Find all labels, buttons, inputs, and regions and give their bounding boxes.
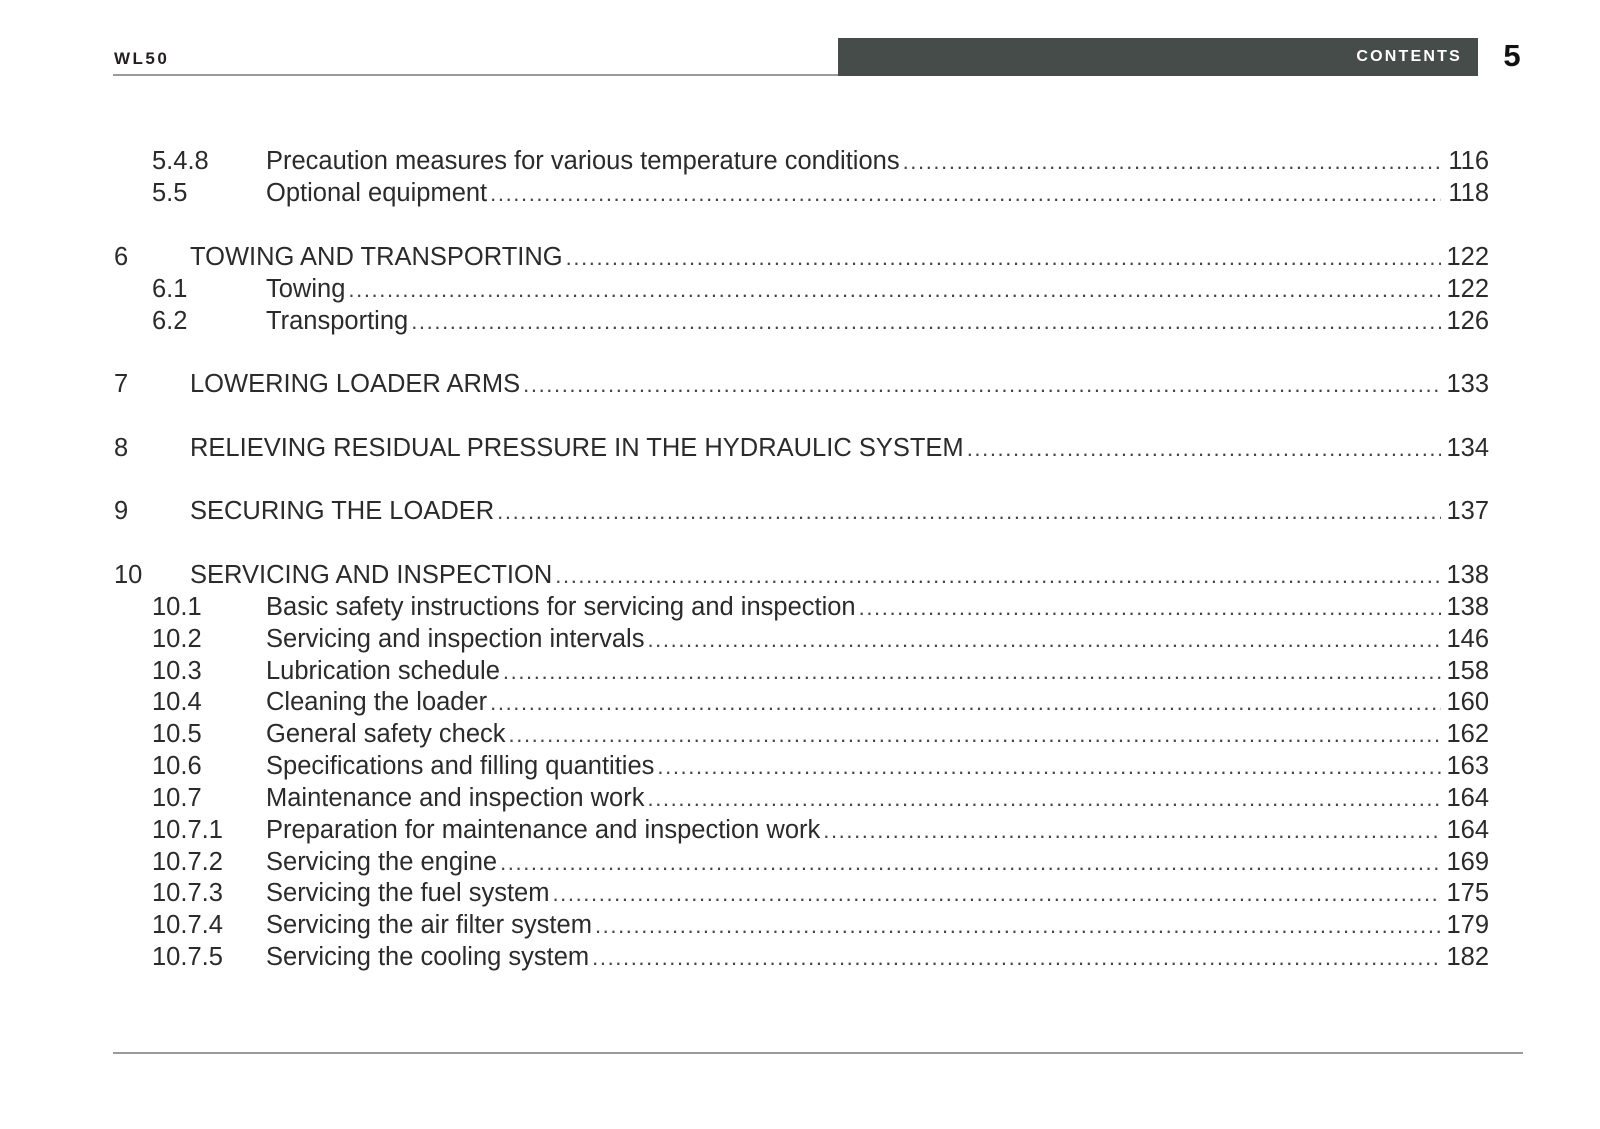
toc-entry-number: 5.5 [152, 179, 188, 207]
dot-leader [859, 592, 1441, 624]
toc-entry[interactable] [0, 909, 1600, 941]
toc-entry[interactable] [0, 877, 1600, 909]
toc-entry-title: Servicing the air filter system [266, 911, 592, 939]
toc-entry-number: 10.2 [152, 625, 202, 653]
toc-entry[interactable] [0, 623, 1600, 655]
toc-entry[interactable] [0, 846, 1600, 878]
dot-leader [823, 815, 1441, 847]
toc-entry[interactable] [0, 814, 1600, 846]
page-number: 5 [1503, 38, 1521, 73]
toc-entry-number: 10.7.5 [152, 943, 223, 971]
dot-leader [490, 687, 1441, 719]
toc-entry[interactable] [0, 718, 1600, 750]
toc-chapter[interactable] [0, 495, 1600, 527]
dot-leader [490, 178, 1441, 210]
toc-entry-page: 138 [1446, 561, 1489, 589]
dot-leader [592, 942, 1441, 974]
toc-entry-page: 175 [1446, 879, 1489, 907]
toc-entry-page: 162 [1446, 720, 1489, 748]
toc-entry-page: 138 [1446, 593, 1489, 621]
dot-leader [903, 146, 1441, 178]
toc-entry-number: 10 [114, 561, 143, 589]
toc-entry-title: Precaution measures for various temperature conditions [266, 147, 900, 175]
toc-entry-page: 122 [1446, 243, 1489, 271]
toc-entry-title: TOWING AND TRANSPORTING [190, 243, 563, 271]
toc-entry-page: 126 [1446, 307, 1489, 335]
toc-entry-page: 158 [1446, 657, 1489, 685]
toc-entry-page: 182 [1446, 943, 1489, 971]
dot-leader [348, 274, 1441, 306]
toc-entry[interactable] [0, 782, 1600, 814]
toc-entry-title: RELIEVING RESIDUAL PRESSURE IN THE HYDRAULIC SYSTEM [190, 434, 964, 462]
dot-leader [523, 369, 1441, 401]
toc-entry-number: 10.7.4 [152, 911, 223, 939]
toc-chapter[interactable] [0, 241, 1600, 273]
toc-entry[interactable] [0, 941, 1600, 973]
toc-entry-title: Optional equipment [266, 179, 488, 207]
dot-leader [509, 719, 1441, 751]
dot-leader [647, 783, 1441, 815]
dot-leader [500, 847, 1441, 879]
toc-entry-page: 160 [1446, 688, 1489, 716]
toc-entry-title: LOWERING LOADER ARMS [190, 370, 521, 398]
toc-entry-number: 6.1 [152, 275, 188, 303]
toc-entry-title: Towing [266, 275, 346, 303]
toc-entry[interactable] [0, 750, 1600, 782]
toc-entry[interactable] [0, 591, 1600, 623]
toc-entry-title: Transporting [266, 307, 409, 335]
toc-entry-number: 10.1 [152, 593, 202, 621]
toc-entry-page: 137 [1446, 497, 1489, 525]
toc-entry-number: 10.3 [152, 657, 202, 685]
toc-entry-number: 10.7 [152, 784, 202, 812]
section-header-bar [838, 38, 1478, 76]
dot-leader [497, 496, 1441, 528]
dot-leader [595, 910, 1441, 942]
toc-entry-number: 10.6 [152, 752, 202, 780]
toc-entry-title: General safety check [266, 720, 506, 748]
toc-chapter[interactable] [0, 368, 1600, 400]
toc-entry-page: 133 [1446, 370, 1489, 398]
header-divider [113, 74, 840, 76]
toc-entry[interactable] [0, 145, 1600, 177]
toc-entry-title: Servicing the engine [266, 848, 498, 876]
dot-leader [411, 306, 1441, 338]
toc-entry-title: Basic safety instructions for servicing and inspection [266, 593, 856, 621]
dot-leader [657, 751, 1441, 783]
toc-entry-page: 179 [1446, 911, 1489, 939]
toc-entry-number: 10.7.3 [152, 879, 223, 907]
toc-entry-page: 164 [1446, 784, 1489, 812]
toc-entry-page: 169 [1446, 848, 1489, 876]
toc-entry-page: 134 [1446, 434, 1489, 462]
toc-entry-number: 10.4 [152, 688, 202, 716]
dot-leader [566, 242, 1441, 274]
document-title: WL50 [114, 49, 170, 68]
toc-entry-title: Servicing the cooling system [266, 943, 590, 971]
toc-entry-page: 146 [1446, 625, 1489, 653]
toc-entry-title: SECURING THE LOADER [190, 497, 495, 525]
dot-leader [967, 433, 1441, 465]
toc-entry-title: Cleaning the loader [266, 688, 488, 716]
toc-entry-title: Preparation for maintenance and inspection work [266, 816, 821, 844]
toc-entry-title: Servicing and inspection intervals [266, 625, 645, 653]
toc-entry-title: Lubrication schedule [266, 657, 500, 685]
toc-entry-title: Maintenance and inspection work [266, 784, 645, 812]
toc-entry-number: 8 [114, 434, 129, 462]
dot-leader [555, 560, 1441, 592]
dot-leader [552, 878, 1441, 910]
toc-entry-number: 10.5 [152, 720, 202, 748]
dot-leader [647, 624, 1441, 656]
toc-entry-title: SERVICING AND INSPECTION [190, 561, 553, 589]
toc-entry-number: 5.4.8 [152, 147, 209, 175]
toc-entry-page: 163 [1446, 752, 1489, 780]
toc-entry-page: 164 [1446, 816, 1489, 844]
toc-entry[interactable] [0, 305, 1600, 337]
toc-entry[interactable] [0, 273, 1600, 305]
toc-entry-title: Specifications and filling quantities [266, 752, 655, 780]
toc-entry[interactable] [0, 177, 1600, 209]
toc-entry[interactable] [0, 686, 1600, 718]
toc-entry-number: 6.2 [152, 307, 188, 335]
toc-entry-number: 9 [114, 497, 129, 525]
section-label: CONTENTS [1356, 48, 1462, 65]
toc-chapter[interactable] [0, 559, 1600, 591]
toc-chapter[interactable] [0, 432, 1600, 464]
toc-entry-page: 116 [1448, 147, 1489, 175]
toc-entry-title: Servicing the fuel system [266, 879, 550, 907]
dot-leader [503, 656, 1441, 688]
toc-entry-page: 122 [1446, 275, 1489, 303]
toc-entry-number: 7 [114, 370, 129, 398]
toc-entry-number: 10.7.2 [152, 848, 223, 876]
toc-entry[interactable] [0, 655, 1600, 687]
toc-entry-number: 6 [114, 243, 129, 271]
toc-entry-page: 118 [1448, 179, 1489, 207]
footer-divider [113, 1052, 1523, 1054]
toc-entry-number: 10.7.1 [152, 816, 223, 844]
